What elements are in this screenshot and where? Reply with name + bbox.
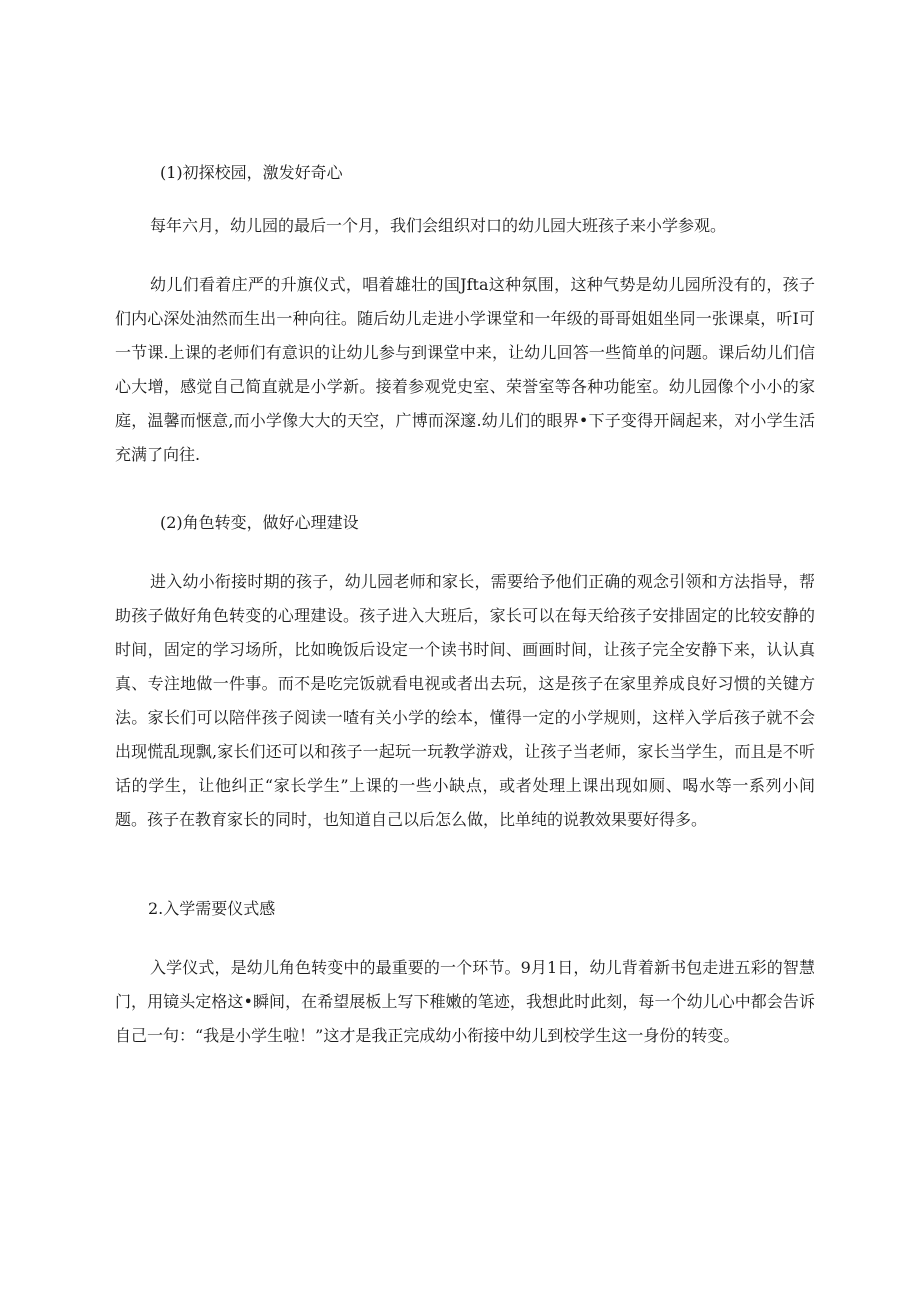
section-heading-3: 2.入学需要仪式感 <box>148 899 276 918</box>
section-heading-1: (1)初探校园，激发好奇心 <box>160 163 343 182</box>
paragraph-3: 进入幼小衔接时期的孩子，幼儿园老师和家长，需要给予他们正确的观念引领和方法指导，帮助孩子做好角色转变的心理建设。孩子进入大班后，家长可以在每天给孩子安排固定的比较安静的时间，固定的学习场所，比如晚饭后设定一个读书时间、画画时间，让孩子完全安静下来，认认真真、专注地做一件事。而不是吃完饭就看电视或者出去玩，这是孩子在家里养成良好习惯的关键方法。家长们可以陪伴孩子阅读一喳有关小学的绘本，懂得一定的小学规则，这样入学后孩子就不会出现慌乱现飘,家长们还可以和孩子一起玩一玩教学游戏，让孩子当老师，家长当学生，而且是不听话的学生，让他纠正“家长学生”上课的一些小缺点，或者处理上课出现如厕、喝水等一系列小间题。孩子在教育家长的同时，也知道自己以后怎么做，比单纯的说教效果要好得多。 <box>115 572 815 829</box>
section-heading-2: (2)角色转变，做好心理建设 <box>160 513 359 532</box>
paragraph-1: 每年六月，幼儿园的最后一个月，我们会组织对口的幼儿园大班孩子来小学参观。 <box>150 216 727 235</box>
paragraph-2: 幼儿们看着庄严的升旗仪式，唱着雄壮的国Jfta这种氛围，这种气势是幼儿园所没有的，孩子们内心深处油然而生出一种向往。随后幼儿走进小学课堂和一年级的哥哥姐姐坐同一张课桌，听I可一节课.上课的老师们有意识的让幼儿参与到课堂中来，让幼儿回答一些简单的问题。课后幼儿们信心大增，感觉自己简直就是小学新。接着参观党史室、荣誉室等各种功能室。幼儿园像个小小的家庭，温馨而惬意,而小学像大大的天空，广博而深邃.幼儿们的眼界•下子变得开阔起来，对小学生活充满了向往. <box>115 275 815 464</box>
paragraph-4: 入学仪式，是幼儿角色转变中的最重要的一个环节。9月1日，幼儿背着新书包走进五彩的智慧门，用镜头定格这•瞬间，在希望展板上写下稚嫩的笔迹，我想此时此刻，每一个幼儿心中都会告诉自己一句：“我是小学生啦！”这才是我正完成幼小衔接中幼儿到校学生这一身份的转变。 <box>115 958 815 1045</box>
